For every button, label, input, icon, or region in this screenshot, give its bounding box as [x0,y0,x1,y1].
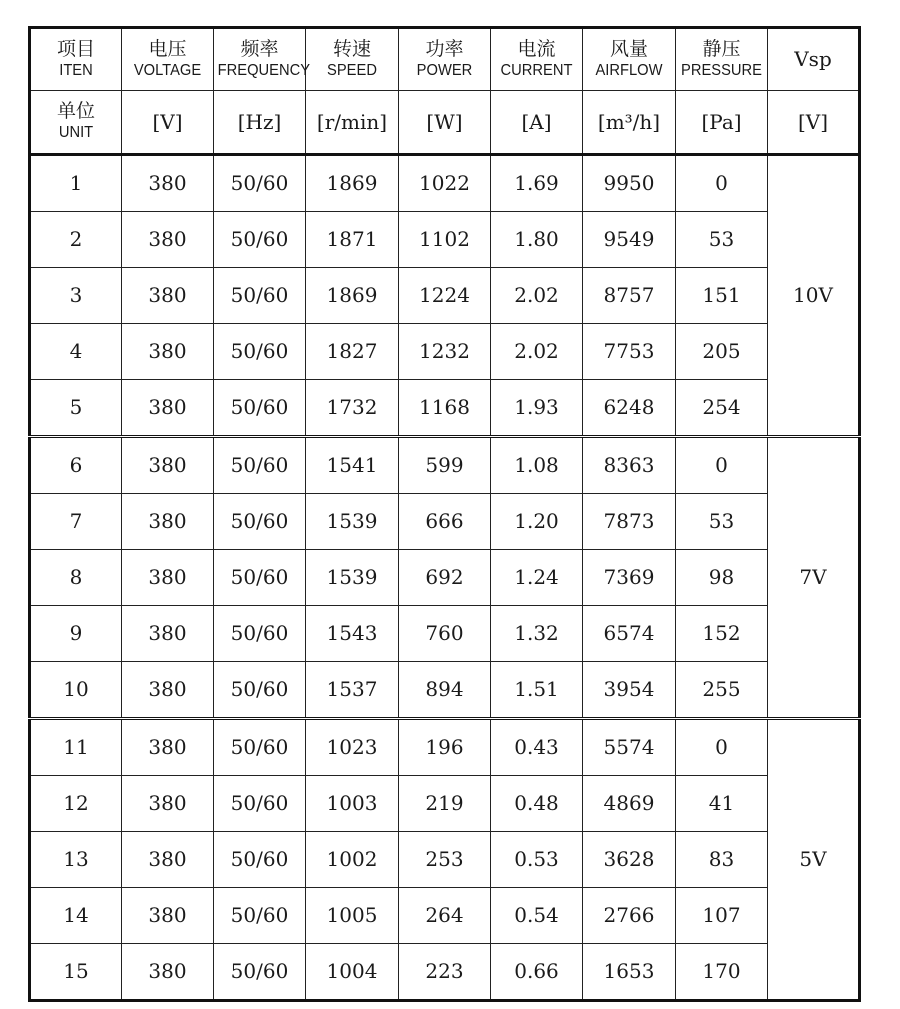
table-row [30,380,860,437]
table-row [30,944,860,1001]
table-cell: 4869 [583,776,676,832]
table-cell: 1 [30,155,122,212]
table-cell: 12 [30,776,122,832]
header-label-cn: 静压 [702,37,741,60]
header-cell [676,28,768,91]
table-cell: 1022 [399,155,491,212]
table-cell: 0.66 [491,944,583,1001]
table-cell: 8 [30,550,122,606]
header-label-en: FREQUENCY [217,61,311,79]
header-label-en: POWER [416,61,473,79]
table-cell: 83 [676,832,768,888]
unit-cell: [A] [491,91,583,155]
fan-performance-table [28,26,861,1002]
table-row [30,268,860,324]
table-row [30,155,860,212]
table-cell: 53 [676,212,768,268]
table-row [30,662,860,719]
table-cell: 0.53 [491,832,583,888]
table-row [30,606,860,662]
table-cell: 219 [399,776,491,832]
table-cell: 41 [676,776,768,832]
table-cell: 170 [676,944,768,1001]
header-cell [214,28,311,91]
table-cell: 3954 [583,662,676,719]
header-label-en: AIRFLOW [595,61,663,79]
table-cell: 50/60 [214,606,306,662]
table-cell: 1653 [583,944,676,1001]
table-cell: 380 [122,268,214,324]
table-cell: 253 [399,832,491,888]
table-cell: 151 [676,268,768,324]
table-cell: 7 [30,494,122,550]
table-cell: 152 [676,606,768,662]
table-cell: 9950 [583,155,676,212]
unit-cell: [V] [768,91,860,155]
table-cell: 1023 [306,719,399,776]
table-cell: 0.43 [491,719,583,776]
table-cell: 50/60 [214,494,306,550]
table-cell: 1.20 [491,494,583,550]
table-cell: 254 [676,380,768,437]
unit-label-cell [30,91,122,155]
table-cell: 50/60 [214,268,306,324]
table-cell: 2.02 [491,324,583,380]
header-label-en: PRESSURE [681,61,762,79]
header-label-en: VOLTAGE [133,61,202,79]
header-cell [30,28,122,91]
table-cell: 98 [676,550,768,606]
table-cell: 4 [30,324,122,380]
table-cell: 7873 [583,494,676,550]
header-cell [122,28,214,91]
table-cell: 6574 [583,606,676,662]
table-cell: 1869 [306,268,399,324]
table-cell: 11 [30,719,122,776]
table-cell: 1232 [399,324,491,380]
table-cell: 1543 [306,606,399,662]
header-label-cn: 频率 [240,37,279,60]
table-cell: 0 [676,437,768,494]
table-cell: 50/60 [214,155,306,212]
unit-cell: [m³/h] [583,91,676,155]
table-cell: 380 [122,776,214,832]
table-cell: 380 [122,832,214,888]
table-cell: 1168 [399,380,491,437]
table-cell: 0.54 [491,888,583,944]
table-cell: 50/60 [214,662,306,719]
table-cell: 1537 [306,662,399,719]
unit-label-cn: 单位 [56,100,95,123]
unit-cell: [V] [122,91,214,155]
table-cell: 666 [399,494,491,550]
table-cell: 1224 [399,268,491,324]
table-cell: 1.80 [491,212,583,268]
table-cell: 380 [122,212,214,268]
table-cell: 380 [122,494,214,550]
header-label-en: Vsp [794,47,832,71]
header-label-en: SPEED [327,61,377,79]
table-cell: 50/60 [214,719,306,776]
table-cell: 9 [30,606,122,662]
unit-cell: [W] [399,91,491,155]
table-cell: 9549 [583,212,676,268]
table-cell: 894 [399,662,491,719]
table-row [30,776,860,832]
table-row [30,832,860,888]
table-row [30,719,860,776]
table-cell: 1.93 [491,380,583,437]
table-row [30,494,860,550]
table-cell: 255 [676,662,768,719]
table-cell: 380 [122,155,214,212]
table-cell: 6 [30,437,122,494]
header-label-cn: 转速 [332,37,371,60]
table-cell: 264 [399,888,491,944]
table-cell: 50/60 [214,888,306,944]
header-row [30,28,860,91]
header-cell [399,28,491,91]
table-cell: 50/60 [214,324,306,380]
unit-row [30,91,860,155]
header-cell [768,28,860,91]
header-label-cn: 功率 [425,37,464,60]
header-label-cn: 项目 [56,37,95,60]
table-cell: 380 [122,606,214,662]
table-row [30,550,860,606]
table-cell: 50/60 [214,944,306,1001]
table-cell: 1004 [306,944,399,1001]
table-cell: 3628 [583,832,676,888]
table-row [30,437,860,494]
header-cell [491,28,583,91]
table-cell: 14 [30,888,122,944]
table-cell: 196 [399,719,491,776]
table-cell: 6248 [583,380,676,437]
vsp-cell: 10V [768,155,860,437]
table-cell: 380 [122,888,214,944]
table-cell: 50/60 [214,776,306,832]
table-cell: 50/60 [214,832,306,888]
table-cell: 50/60 [214,550,306,606]
header-cell [583,28,676,91]
unit-cell: [Pa] [676,91,768,155]
table-cell: 380 [122,437,214,494]
table-cell: 7369 [583,550,676,606]
table-cell: 760 [399,606,491,662]
table-cell: 1869 [306,155,399,212]
vsp-cell: 7V [768,437,860,719]
header-label-en: ITEN [59,61,93,79]
table-cell: 50/60 [214,380,306,437]
table-cell: 53 [676,494,768,550]
table-cell: 692 [399,550,491,606]
table-cell: 1002 [306,832,399,888]
table-cell: 1003 [306,776,399,832]
table-cell: 380 [122,662,214,719]
unit-cell: [r/min] [306,91,399,155]
table-cell: 1539 [306,494,399,550]
table-cell: 1.51 [491,662,583,719]
table-cell: 1871 [306,212,399,268]
table-cell: 2766 [583,888,676,944]
table-row [30,212,860,268]
table-cell: 205 [676,324,768,380]
table-cell: 3 [30,268,122,324]
table-cell: 1.69 [491,155,583,212]
table-cell: 1732 [306,380,399,437]
header-cell [306,28,399,91]
table-cell: 380 [122,944,214,1001]
table-cell: 10 [30,662,122,719]
table-cell: 380 [122,324,214,380]
table-cell: 1.24 [491,550,583,606]
table-cell: 15 [30,944,122,1001]
table-row [30,888,860,944]
table-cell: 223 [399,944,491,1001]
table-cell: 13 [30,832,122,888]
vsp-cell: 5V [768,719,860,1001]
table-cell: 2 [30,212,122,268]
header-label-cn: 电压 [148,37,187,60]
table-cell: 50/60 [214,437,306,494]
table-cell: 8363 [583,437,676,494]
table-cell: 599 [399,437,491,494]
header-label-cn: 电流 [517,37,556,60]
table-cell: 107 [676,888,768,944]
table-cell: 1827 [306,324,399,380]
table-cell: 5 [30,380,122,437]
table-cell: 1541 [306,437,399,494]
table-cell: 0 [676,719,768,776]
table-cell: 0.48 [491,776,583,832]
table-cell: 380 [122,719,214,776]
table-cell: 50/60 [214,212,306,268]
table-cell: 2.02 [491,268,583,324]
table-row [30,324,860,380]
table-cell: 1.08 [491,437,583,494]
table-cell: 5574 [583,719,676,776]
table-cell: 1.32 [491,606,583,662]
header-label-en: CURRENT [500,61,573,79]
table-cell: 380 [122,380,214,437]
table-cell: 1539 [306,550,399,606]
table-cell: 8757 [583,268,676,324]
unit-cell: [Hz] [214,91,306,155]
table-cell: 380 [122,550,214,606]
table-cell: 1005 [306,888,399,944]
table-cell: 0 [676,155,768,212]
unit-label-en: UNIT [58,124,94,142]
header-label-cn: 风量 [609,37,648,60]
table-cell: 1102 [399,212,491,268]
table-cell: 7753 [583,324,676,380]
